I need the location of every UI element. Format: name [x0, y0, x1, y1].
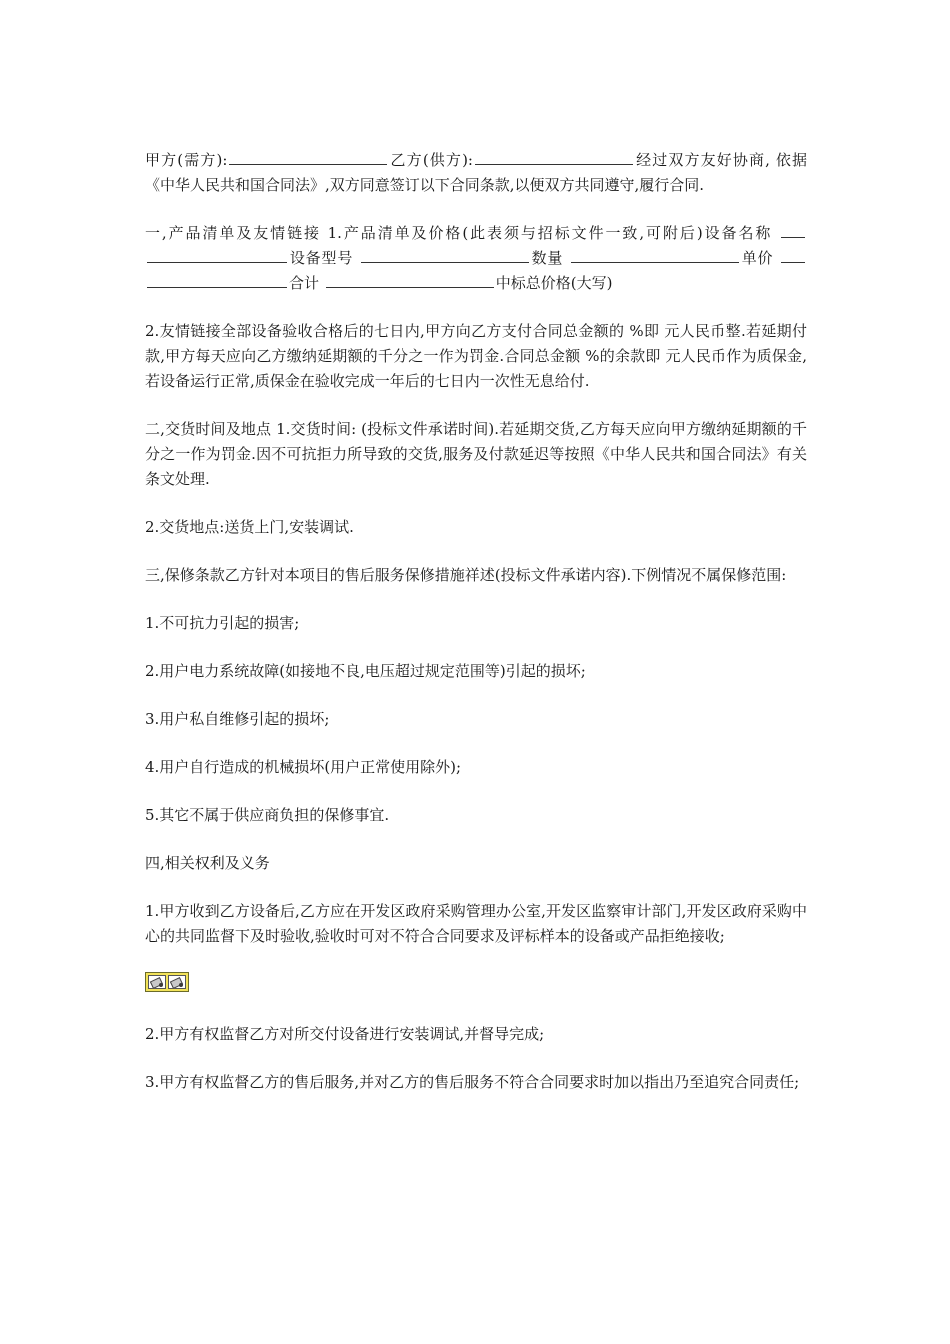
- preamble-line-2: 依据《中华人民共和国合同法》,双方同意签订以下合同条款,以便双方共同遵守,履行合同.: [145, 151, 807, 194]
- qty-label: 数量: [530, 249, 564, 267]
- contract-document: [145, 148, 807, 1118]
- model-blank: [361, 247, 529, 263]
- section3-paragraph: 三,保修条款乙方针对本项目的售后服务保修措施祥述(投标文件承诺内容).下例情况不属保修范围:: [145, 566, 787, 584]
- unit-price-blank-a: [781, 247, 805, 263]
- section4-item3: 3.甲方有权监督乙方的售后服务,并对乙方的售后服务不符合合同要求时加以指出乃至追究合同责任;: [145, 1073, 800, 1091]
- party-a-label: 甲方(需方):: [145, 151, 228, 169]
- section4-title: 四,相关权利及义务: [145, 854, 270, 872]
- total-blank: [326, 272, 494, 288]
- preamble-tail: 经过双方友好协商,: [634, 151, 770, 169]
- section4-item1: 1.甲方收到乙方设备后,乙方应在开发区政府采购管理办公室,开发区监察审计部门,开发区政府采购中心的共同监督下及时验收,验收时可对不符合合同要求及评标样本的设备或产品拒绝接收;: [145, 902, 807, 945]
- qty-blank: [571, 247, 739, 263]
- section4-item2: 2.甲方有权监督乙方对所交付设备进行安装调试,并督导完成;: [145, 1025, 545, 1043]
- icon-row: [145, 972, 807, 994]
- model-label: 设备型号: [289, 249, 354, 267]
- section1-paragraph: [145, 221, 807, 296]
- party-b-blank: [475, 149, 633, 165]
- section3-item4: 4.用户自行造成的机械损坏(用户正常使用除外);: [145, 758, 462, 776]
- section1-item2: 2.友情链接全部设备验收合格后的七日内,甲方向乙方支付合同总金额的 %即 元人民币整.若延期付款,甲方每天应向乙方缴纳延期额的千分之一作为罚金.合同总金额 %的余款即 元人民币作为质保金,若设备运行正常,质保金在验收完成一年后的七日内一次性无息给付.: [145, 322, 807, 390]
- section2-paragraph: 二,交货时间及地点 1.交货时间: (投标文件承诺时间).若延期交货,乙方每天应向甲方缴纳延期额的千分之一作为罚金.因不可抗拒力所导致的交货,服务及付款延迟等按照《中华人民共和国合同法》有关条文处理.: [145, 420, 807, 488]
- party-a-blank: [229, 149, 387, 165]
- section3-item2: 2.用户电力系统故障(如接地不良,电压超过规定范围等)引起的损坏;: [145, 662, 586, 680]
- device-name-blank-a: [781, 222, 805, 238]
- section2-item2: 2.交货地点:送货上门,安装调试.: [145, 518, 354, 536]
- preamble-paragraph: [145, 148, 807, 198]
- unit-price-blank-b: [147, 272, 287, 288]
- total-label: 合计: [289, 274, 320, 292]
- unit-price-label: 单价: [740, 249, 774, 267]
- icon-toolbar: [145, 972, 189, 992]
- section3-item3: 3.用户私自维修引起的损坏;: [145, 710, 330, 728]
- section3-item1: 1.不可抗力引起的损害;: [145, 614, 300, 632]
- document-edit-icon[interactable]: [168, 975, 186, 989]
- document-edit-icon[interactable]: [148, 975, 166, 989]
- bid-total-label: 中标总价格(大写): [495, 274, 613, 292]
- section1-intro: 一,产品清单及友情链接 1.产品清单及价格(此表须与招标文件一致,可附后)设备名称: [145, 224, 773, 242]
- party-b-label: 乙方(供方):: [389, 151, 473, 169]
- device-name-blank-b: [147, 247, 287, 263]
- section3-item5: 5.其它不属于供应商负担的保修事宜.: [145, 806, 390, 824]
